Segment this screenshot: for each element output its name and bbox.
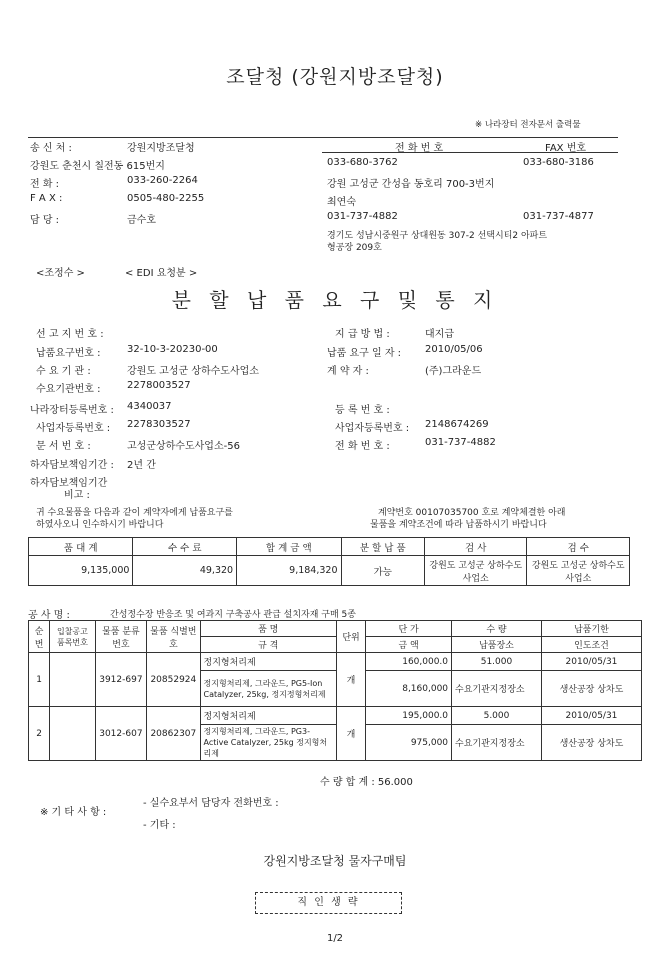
divider [28, 137, 618, 138]
contractor-address: 경기도 성남시중원구 상대원동 307-2 선택시티2 아파트 [327, 231, 548, 241]
field-value: 대지급 [425, 329, 454, 340]
summary-value: 강원도 고성군 상하수도사업소 [527, 556, 630, 586]
print-note: ※ 나라장터 전자문서 출력물 [475, 120, 581, 130]
summary-value: 강원도 고성군 상하수도사업소 [424, 556, 526, 586]
remark-label: 비고 : [64, 490, 90, 501]
field-label: 나라장터등록번호 : [30, 405, 114, 416]
row-spec: 정지형처리제, 그라운드, PG5-Ion Catalyzer, 25kg, 정지정형처리제 [200, 671, 336, 707]
receiver-tel: 033-680-3762 [327, 157, 398, 168]
field-label: 수 요 기 관 : [36, 366, 91, 377]
summary-value: 9,135,000 [29, 556, 133, 586]
col-header: 물품 분류번호 [95, 621, 147, 653]
field-label: 사업자등록번호 : [36, 423, 111, 434]
edi-link[interactable]: < EDI 요청분 > [125, 268, 198, 279]
page-number: 1/2 [326, 933, 344, 944]
field-label: 문 서 번 호 : [36, 441, 91, 452]
col-header: 금 액 [366, 637, 452, 653]
row-deadline: 2010/05/31 [541, 653, 641, 671]
sender-label: 송 신 처 : [30, 143, 72, 154]
row-terms: 생산공장 상차도 [541, 725, 641, 761]
row-qty: 5.000 [452, 707, 542, 725]
row-place: 수요기관지정장소 [452, 725, 542, 761]
col-header: 순번 [29, 621, 50, 653]
col-header: 단 가 [366, 621, 452, 637]
col-header: 규 격 [200, 637, 336, 653]
summary-value: 49,320 [133, 556, 237, 586]
other-line: - 실수요부서 담당자 전화번호 : [143, 798, 279, 809]
row-ref [50, 707, 95, 761]
col-header: 인도조건 [541, 637, 641, 653]
receiver-address: 강원 고성군 간성읍 동호리 700-3번지 [327, 179, 495, 190]
summary-header: 품 대 계 [29, 538, 133, 556]
field-label: 선 고 지 번 호 : [36, 329, 104, 340]
row-class: 3912-697 [95, 653, 147, 707]
field-value: 4340037 [127, 401, 172, 412]
row-class: 3012-607 [95, 707, 147, 761]
col-header: 납품장소 [452, 637, 542, 653]
sender-address: 강원도 춘천시 칠전동 615번지 [30, 161, 165, 172]
contractor-tel: 031-737-4882 [327, 211, 398, 222]
sender-fax-label: F A X : [30, 193, 63, 204]
row-price: 160,000.0 [366, 653, 452, 671]
col-header: 물품 식별번호 [147, 621, 200, 653]
row-qty: 51.000 [452, 653, 542, 671]
sender-tel: 033-260-2264 [127, 175, 198, 186]
field-label: 사업자등록번호 : [335, 423, 410, 434]
notice-text: 귀 수요물품을 다음과 같이 계약자에게 납품요구를 [36, 508, 233, 518]
col-header: 품 명 [200, 621, 336, 637]
field-label: 전 화 번 호 : [335, 441, 390, 452]
row-ref [50, 653, 95, 707]
field-value: 2010/05/06 [425, 344, 483, 355]
summary-table [28, 537, 630, 586]
row-no: 2 [29, 707, 50, 761]
row-price: 195,000.0 [366, 707, 452, 725]
row-name: 정지형처리제 [200, 707, 336, 725]
table-row [29, 653, 642, 671]
field-label: 하자담보책임기간 : [30, 460, 114, 471]
row-ident: 20862307 [147, 707, 200, 761]
seal-omitted-box: 직 인 생 략 [255, 892, 402, 914]
row-amount: 8,160,000 [366, 671, 452, 707]
field-label: 납품요구번호 : [36, 348, 101, 359]
field-value: 32-10-3-20230-00 [127, 344, 218, 355]
receiver-fax-header: FAX 번호 [545, 143, 587, 154]
summary-value: 가능 [341, 556, 424, 586]
row-unit: 개 [336, 707, 365, 761]
receiver-fax: 033-680-3186 [523, 157, 594, 168]
row-deadline: 2010/05/31 [541, 707, 641, 725]
field-value: 031-737-4882 [425, 437, 496, 448]
field-label: 계 약 자 : [327, 366, 369, 377]
col-header: 단위 [336, 621, 365, 653]
project-name: 간성정수장 반응조 및 여과지 구축공사 관급 설치자재 구매 5종 [110, 610, 356, 620]
reception-link[interactable]: <조정수 > [36, 268, 85, 279]
col-header: 납품기한 [541, 621, 641, 637]
field-label: 하자담보책임기간 [30, 478, 108, 489]
sender-fax: 0505-480-2255 [127, 193, 205, 204]
field-value: (주)그라운드 [425, 366, 482, 377]
field-value: 2278303527 [127, 419, 191, 430]
summary-header: 검 사 [424, 538, 526, 556]
table-row [29, 707, 642, 725]
summary-header: 합 계 금 액 [237, 538, 341, 556]
field-label: 납품 요구 일 자 : [327, 348, 402, 359]
receiver-name: 최연숙 [327, 197, 356, 208]
row-unit: 개 [336, 653, 365, 707]
items-table [28, 620, 642, 761]
page-title: 조달청 (강원지방조달청) [226, 66, 444, 88]
field-label: 등 록 번 호 : [335, 405, 390, 416]
notice-text: 하였사오니 인수하시기 바랍니다 [36, 520, 164, 530]
sender-manager-label: 담 당 : [30, 215, 60, 226]
field-label: 수요기관번호 : [36, 384, 101, 395]
contractor-address-2: 형공장 209호 [327, 243, 382, 253]
field-value: 2년 간 [127, 460, 156, 471]
row-amount: 975,000 [366, 725, 452, 761]
row-place: 수요기관지정장소 [452, 671, 542, 707]
field-value: 고성군상하수도사업소-56 [127, 441, 240, 452]
field-label: 지 급 방 법 : [335, 329, 390, 340]
row-terms: 생산공장 상차도 [541, 671, 641, 707]
other-label: ※ 기 타 사 항 : [40, 807, 107, 818]
sender-manager: 금수호 [127, 215, 156, 226]
summary-header: 수 수 료 [133, 538, 237, 556]
contractor-fax: 031-737-4877 [523, 211, 594, 222]
row-name: 정지형처리제 [200, 653, 336, 671]
col-header: 수 량 [452, 621, 542, 637]
receiver-tel-header: 전 화 번 호 [395, 143, 444, 154]
notice-text: 계약번호 00107035700 호로 계약체결한 아래 [378, 508, 566, 518]
field-value: 2148674269 [425, 419, 489, 430]
total-quantity: 수 량 합 계 : 56.000 [320, 777, 413, 788]
summary-header: 분 할 납 품 [341, 538, 424, 556]
document-title: 분 할 납 품 요 구 및 통 지 [171, 288, 499, 312]
row-no: 1 [29, 653, 50, 707]
summary-header: 검 수 [527, 538, 630, 556]
sender-value: 강원지방조달청 [127, 143, 195, 154]
project-label: 공 사 명 : [28, 610, 70, 621]
col-header: 입찰공고 품목번호 [50, 621, 95, 653]
other-line: - 기타 : [143, 820, 176, 831]
row-ident: 20852924 [147, 653, 200, 707]
notice-text: 물품을 계약조건에 따라 납품하시기 바랍니다 [370, 520, 547, 530]
sender-tel-label: 전 화 : [30, 179, 60, 190]
row-spec: 정지형처리제, 그라운드, PG3-Active Catalyzer, 25kg 정지형처리제 [200, 725, 336, 761]
footer-organization: 강원지방조달청 물자구매팀 [263, 854, 407, 868]
field-value: 2278003527 [127, 380, 191, 391]
field-value: 강원도 고성군 상하수도사업소 [127, 366, 259, 377]
summary-value: 9,184,320 [237, 556, 341, 586]
